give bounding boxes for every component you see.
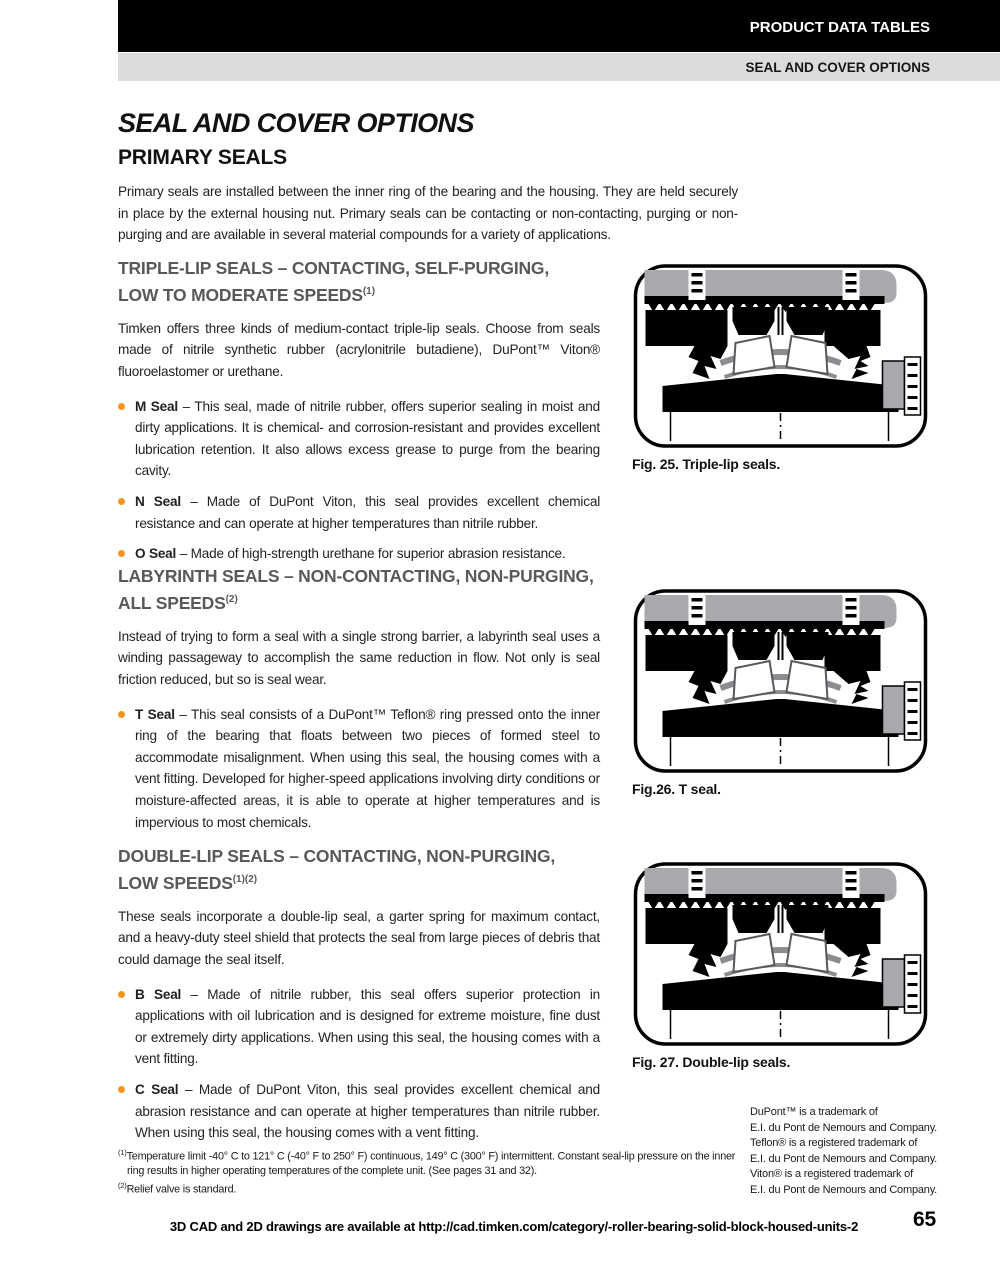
section-heading-line1: LABYRINTH SEALS – NON-CONTACTING, NON-PURGING, [118,566,594,586]
bullet-dot-icon [118,711,125,718]
footnote-marker: (2) [118,1181,127,1191]
page-number: 65 [913,1208,936,1231]
figure-caption: Fig. 27. Double-lip seals. [632,1054,791,1070]
seal-name: T Seal [135,706,175,722]
section-labyrinth-seals [118,565,600,842]
seal-description: – Made of nitrile rubber, this seal offers superior protection in applications with oil lubrication and is designed for extreme moisture, fine dust or extremely dirty applications. When using this seal, the housing comes with a vent fitting. [135,986,600,1067]
section-triple-lip-seals [118,257,600,574]
bullet-dot-icon [118,498,125,505]
seal-description: – This seal, made of nitrile rubber, offers superior sealing in moist and dirty applications. It is chemical- and corrosion-resistant and provides excellent lubrication retention. It also allows excess grease to purge from the bearing cavity. [135,398,600,479]
bearing-cross-section-drawing [632,263,929,449]
seal-name: N Seal [135,493,181,509]
figure-t-seal [632,588,929,797]
seal-description: – Made of DuPont Viton, this seal provides excellent chemical and abrasion resistance and can operate at higher temperatures than nitrile rubber. When using this seal, the housing comes with a vent fitting. [135,1081,601,1141]
page-subtitle: PRIMARY SEALS [118,146,287,169]
figure-triple-lip-seals [632,263,929,472]
seal-name: M Seal [135,398,178,414]
footnote-marker: (1) [362,286,376,297]
bullet-dot-icon [118,403,125,410]
seal-name: B Seal [135,986,182,1002]
figure-caption: Fig.26. T seal. [632,781,721,797]
list-item-c-seal [118,1079,600,1144]
footnotes [118,1146,736,1198]
section-heading [118,565,600,615]
seal-name: C Seal [135,1081,179,1097]
footnote-text: Temperature limit -40° C to 121° C (-40° F to 250° F) continuous, 149° C (300° F) intermittent. Constant seal-lip pressure on the inner ring results in higher operating temperatures of the complete unit. (See pages 31 and 32). [126,1150,736,1178]
list-item-m-seal [118,396,600,482]
trademark-line: E.I. du Pont de Nemours and Company. [750,1183,938,1196]
list-item-n-seal [118,491,600,534]
trademark-notes [750,1105,950,1199]
bullet-dot-icon [118,550,125,557]
header-band-primary [118,0,1000,52]
figure-caption: Fig. 25. Triple-lip seals. [632,456,781,472]
page-title: SEAL AND COVER OPTIONS [118,108,474,138]
figure-double-lip-seals [632,861,929,1070]
seal-description: – Made of high-strength urethane for superior abrasion resistance. [179,546,566,562]
section-paragraph: These seals incorporate a double-lip seal, a garter spring for maximum contact, and a heavy-duty steel shield that protects the seal from large pieces of debris that could damage the seal itself. [118,908,600,968]
bullet-dot-icon [118,991,125,998]
footnote-1 [118,1146,736,1179]
section-heading-line2: LOW SPEEDS [118,872,233,893]
section-paragraph: Timken offers three kinds of medium-contact triple-lip seals. Choose from seals made of nitrile synthetic rubber (acrylonitrile butadiene), DuPont™ Viton® fluoroelastomer or urethane. [118,320,600,380]
list-item-t-seal [118,704,600,834]
trademark-line: E.I. du Pont de Nemours and Company. [750,1121,938,1134]
footnote-marker: (1) [118,1148,127,1157]
section-heading-line2: ALL SPEEDS [118,592,226,613]
header-band-primary-label: PRODUCT DATA TABLES [749,19,930,36]
trademark-line: DuPont™ is a trademark of [750,1106,878,1118]
footnote-text: Relief valve is standard. [126,1183,237,1196]
seal-description: – This seal consists of a DuPont™ Teflon® ring pressed onto the inner ring of the bearing that floats between two pieces of formed steel to accommodate misalignment. When using this seal, the housing comes with a vent fitting. Developed for higher-speed applications involving dirty conditions or moisture-affected areas, it is able to operate at higher temperatures and is impervious to most chemicals. [135,706,600,830]
footnote-marker: (2) [225,594,238,605]
seal-name: O Seal [135,546,177,562]
intro-paragraph: Primary seals are installed between the inner ring of the bearing and the housing. They are held securely in place by the external housing nut. Primary seals can be contacting or non-contacting, purging or non-purging and are available in several material compounds for a variety of applications. [118,184,738,243]
section-heading-line1: TRIPLE-LIP SEALS – CONTACTING, SELF-PURGING, [118,258,549,278]
section-paragraph: Instead of trying to form a seal with a single strong barrier, a labyrinth seal uses a winding passageway to accomplish the same reduction in flow. Not only is seal friction reduced, but so is seal wear. [118,628,600,688]
bearing-cross-section-drawing [632,588,929,774]
trademark-line: Viton® is a registered trademark of [750,1168,913,1181]
bullet-dot-icon [118,1086,125,1093]
footnote-2 [118,1179,736,1197]
header-band-secondary [118,53,1000,81]
list-item-o-seal [118,543,600,565]
trademark-line: E.I. du Pont de Nemours and Company. [750,1152,938,1165]
footer-cad-note: 3D CAD and 2D drawings are available at http://cad.timken.com/category/-roller-bearing-solid-block-housed-units-2 [169,1219,859,1234]
section-heading [118,257,600,307]
list-item-b-seal [118,984,600,1070]
section-heading [118,845,600,895]
section-heading-line2: LOW TO MODERATE SPEEDS [118,284,363,305]
bearing-cross-section-drawing [632,861,929,1047]
section-heading-line1: DOUBLE-LIP SEALS – CONTACTING, NON-PURGING, [118,846,556,866]
section-double-lip-seals [118,845,600,1153]
seal-description: – Made of DuPont Viton, this seal provides excellent chemical resistance and can operate at higher temperatures than nitrile rubber. [135,493,601,531]
trademark-line: Teflon® is a registered trademark of [750,1137,918,1150]
header-band-secondary-label: SEAL AND COVER OPTIONS [745,60,930,75]
footnote-marker: (1)(2) [232,874,258,885]
